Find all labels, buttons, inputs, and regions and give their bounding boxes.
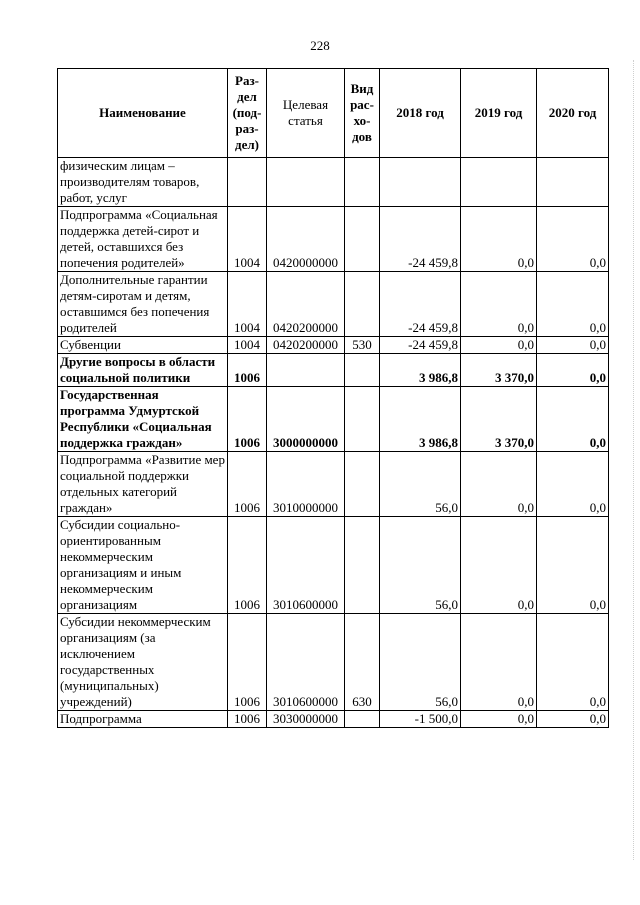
table-row <box>58 207 609 272</box>
cell-section: 1006 <box>228 711 267 728</box>
cell-section: 1006 <box>228 517 267 614</box>
cell-target: 3010600000 <box>267 614 345 711</box>
cell-y2018 <box>380 158 461 207</box>
cell-expense-type: 630 <box>345 614 380 711</box>
cell-expense-type <box>345 452 380 517</box>
header-target-text: Целевая статья <box>282 97 329 128</box>
cell-y2018: 56,0 <box>380 614 461 711</box>
cell-y2019: 0,0 <box>461 207 537 272</box>
cell-y2019: 0,0 <box>461 517 537 614</box>
cell-y2020 <box>537 158 609 207</box>
cell-y2018: -24 459,8 <box>380 272 461 337</box>
cell-target: 0420200000 <box>267 272 345 337</box>
table-row <box>58 337 609 354</box>
cell-y2020: 0,0 <box>537 272 609 337</box>
cell-target: 0420200000 <box>267 337 345 354</box>
cell-name: Подпрограмма <box>58 711 228 728</box>
cell-name: Государственная программа Удмуртской Республики «Социальная поддержка граждан» <box>58 387 228 452</box>
table-row <box>58 158 609 207</box>
cell-y2020: 0,0 <box>537 614 609 711</box>
cell-target: 3030000000 <box>267 711 345 728</box>
cell-expense-type <box>345 517 380 614</box>
cell-y2019: 3 370,0 <box>461 387 537 452</box>
header-section <box>228 69 267 158</box>
cell-y2019: 0,0 <box>461 272 537 337</box>
cell-expense-type <box>345 207 380 272</box>
cell-name: Субсидии социально-ориентированным некоммерческим организациям и иным некоммерческим организациям <box>58 517 228 614</box>
cell-y2020: 0,0 <box>537 207 609 272</box>
cell-y2020: 0,0 <box>537 337 609 354</box>
cell-section: 1006 <box>228 387 267 452</box>
cell-section <box>228 158 267 207</box>
cell-y2019: 0,0 <box>461 452 537 517</box>
cell-y2019: 0,0 <box>461 711 537 728</box>
cell-name: Подпрограмма «Социальная поддержка детей-сирот и детей, оставшихся без попечения родителей» <box>58 207 228 272</box>
cell-y2019: 0,0 <box>461 614 537 711</box>
budget-table <box>57 68 609 728</box>
cell-expense-type <box>345 387 380 452</box>
page-number: 228 <box>310 38 330 53</box>
cell-y2018: 3 986,8 <box>380 387 461 452</box>
cell-section: 1004 <box>228 337 267 354</box>
cell-name: Другие вопросы в области социальной политики <box>58 354 228 387</box>
cell-y2020: 0,0 <box>537 517 609 614</box>
cell-target: 0420000000 <box>267 207 345 272</box>
cell-y2019: 0,0 <box>461 337 537 354</box>
cell-expense-type <box>345 711 380 728</box>
cell-target: 3010000000 <box>267 452 345 517</box>
header-section-text: Раз- дел (под- раз- дел) <box>232 73 262 152</box>
cell-section: 1006 <box>228 614 267 711</box>
cell-name: Субсидии некоммерческим организациям (за исключением государственных (муниципальных) учреждений) <box>58 614 228 711</box>
header-name: Наименование <box>58 69 228 158</box>
cell-y2018: -1 500,0 <box>380 711 461 728</box>
cell-y2018: 56,0 <box>380 452 461 517</box>
cell-section: 1006 <box>228 354 267 387</box>
cell-expense-type <box>345 354 380 387</box>
cell-section: 1004 <box>228 207 267 272</box>
cell-y2019: 3 370,0 <box>461 354 537 387</box>
cell-name: Подпрограмма «Развитие мер социальной поддержки отдельных категорий граждан» <box>58 452 228 517</box>
header-expense-type <box>345 69 380 158</box>
table-row <box>58 387 609 452</box>
table-row <box>58 711 609 728</box>
header-2020: 2020 год <box>537 69 609 158</box>
scan-edge-line <box>632 60 634 860</box>
header-expense-type-text: Вид рас- хо- дов <box>350 81 374 144</box>
cell-y2020: 0,0 <box>537 354 609 387</box>
header-target <box>267 69 345 158</box>
cell-name: Субвенции <box>58 337 228 354</box>
cell-expense-type <box>345 158 380 207</box>
cell-y2020: 0,0 <box>537 711 609 728</box>
cell-target: 3010600000 <box>267 517 345 614</box>
cell-y2020: 0,0 <box>537 452 609 517</box>
cell-target: 3000000000 <box>267 387 345 452</box>
table-row <box>58 272 609 337</box>
table-row <box>58 614 609 711</box>
cell-expense-type <box>345 272 380 337</box>
cell-y2018: -24 459,8 <box>380 337 461 354</box>
cell-name: физическим лицам – производителям товаров, работ, услуг <box>58 158 228 207</box>
table-row <box>58 354 609 387</box>
header-2018: 2018 год <box>380 69 461 158</box>
cell-target <box>267 354 345 387</box>
cell-target <box>267 158 345 207</box>
cell-y2018: 56,0 <box>380 517 461 614</box>
table-header-row <box>58 69 609 158</box>
cell-y2018: 3 986,8 <box>380 354 461 387</box>
table-row <box>58 452 609 517</box>
cell-section: 1006 <box>228 452 267 517</box>
cell-section: 1004 <box>228 272 267 337</box>
cell-expense-type: 530 <box>345 337 380 354</box>
cell-name: Дополнительные гарантии детям-сиротам и детям, оставшимся без попечения родителей <box>58 272 228 337</box>
cell-y2020: 0,0 <box>537 387 609 452</box>
header-2019: 2019 год <box>461 69 537 158</box>
table-body <box>58 158 609 728</box>
cell-y2019 <box>461 158 537 207</box>
cell-y2018: -24 459,8 <box>380 207 461 272</box>
table-row <box>58 517 609 614</box>
